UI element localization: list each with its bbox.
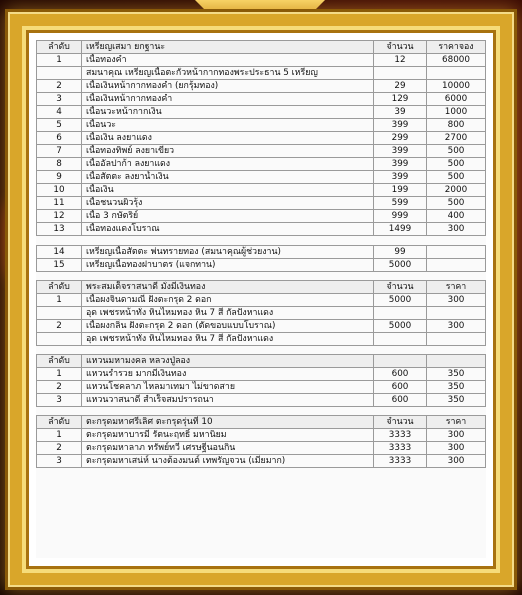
table-cell: เนื้อผงจินดามณี ฝังตะกรุด 2 ดอก (82, 294, 374, 307)
table-row (37, 246, 486, 259)
spacer-cell (427, 236, 486, 246)
table-cell: เนื้อชนวนผิวรุ้ง (82, 197, 374, 210)
table-cell: 2 (37, 442, 82, 455)
price-section (36, 40, 486, 272)
table-header-row (37, 416, 486, 429)
table-cell: เนื้อเงินหน้ากากทองคำ (ยกรุ้มทอง) (82, 80, 374, 93)
table-cell: 39 (374, 106, 427, 119)
table-cell: 6 (37, 132, 82, 145)
table-row (37, 320, 486, 333)
table-cell: 600 (374, 381, 427, 394)
price-table (36, 354, 486, 407)
column-header: จำนวน (374, 41, 427, 54)
table-cell: 3333 (374, 429, 427, 442)
table-cell: 399 (374, 119, 427, 132)
table-row (37, 67, 486, 80)
table-cell: 400 (427, 210, 486, 223)
table-cell: ตะกรุดมหาเสน่ห์ นางต้องมนต์ เทพรัญจวน (เมียมาก) (82, 455, 374, 468)
table-cell: 1499 (374, 223, 427, 236)
table-cell: 11 (37, 197, 82, 210)
table-cell: แหวนร่ำรวย มากมีเงินทอง (82, 368, 374, 381)
table-cell: 5000 (374, 294, 427, 307)
column-header: ราคา (427, 416, 486, 429)
price-table (36, 280, 486, 346)
table-cell: 300 (427, 223, 486, 236)
table-cell: 68000 (427, 54, 486, 67)
price-section (36, 415, 486, 468)
table-cell: อุด เพชรหน้าทั่ง หินไหมทอง หิน 7 สี กัลปังหาแดง (82, 333, 374, 346)
table-cell: 500 (427, 171, 486, 184)
spacer-row (37, 236, 486, 246)
table-cell: 5 (37, 119, 82, 132)
table-cell: 399 (374, 145, 427, 158)
spacer-cell (374, 236, 427, 246)
table-cell: เนื้ออัลปาก้า ลงยาแดง (82, 158, 374, 171)
table-cell: 1 (37, 54, 82, 67)
column-header: ราคา (427, 281, 486, 294)
table-cell (427, 259, 486, 272)
table-cell (37, 307, 82, 320)
table-cell: 8 (37, 158, 82, 171)
column-header: พระสมเด็จราสนาดี มั่งมีเงินทอง (82, 281, 374, 294)
table-cell: 14 (37, 246, 82, 259)
table-cell: 500 (427, 158, 486, 171)
table-header-row (37, 355, 486, 368)
table-cell: 1 (37, 429, 82, 442)
table-cell: 3 (37, 455, 82, 468)
table-cell: 399 (374, 171, 427, 184)
spacer-cell (37, 236, 82, 246)
table-cell: เนื้อเงินหน้ากากทองคำ (82, 93, 374, 106)
table-cell (427, 246, 486, 259)
table-cell: แหวนวาสนาดี สำเร็จสมปรารถนา (82, 394, 374, 407)
table-cell: เนื้อเงิน ลงยาแดง (82, 132, 374, 145)
column-header (427, 355, 486, 368)
table-cell: 2 (37, 381, 82, 394)
table-cell: 1 (37, 294, 82, 307)
table-row (37, 158, 486, 171)
table-cell: 300 (427, 429, 486, 442)
table-cell (37, 333, 82, 346)
table-cell: 13 (37, 223, 82, 236)
price-table (36, 40, 486, 272)
table-cell: 350 (427, 394, 486, 407)
table-cell: 300 (427, 442, 486, 455)
column-header: ลำดับ (37, 281, 82, 294)
table-cell: 99 (374, 246, 427, 259)
table-cell: เหรียญเนื้อสัตตะ พ่นทรายทอง (สมนาคุณผู้ช่วยงาน) (82, 246, 374, 259)
table-cell: 10000 (427, 80, 486, 93)
table-cell: 800 (427, 119, 486, 132)
table-cell: 399 (374, 158, 427, 171)
column-header: จำนวน (374, 416, 427, 429)
table-cell: 12 (37, 210, 82, 223)
table-cell: 3333 (374, 442, 427, 455)
table-row (37, 333, 486, 346)
table-cell: อุด เพชรหน้าทั่ง หินไหมทอง หิน 7 สี กัลปังหาแดง (82, 307, 374, 320)
table-row (37, 442, 486, 455)
table-cell: ตะกรุดมหาบารมี รัตนะฤทธิ์ มหานิยม (82, 429, 374, 442)
table-row (37, 80, 486, 93)
table-cell (374, 67, 427, 80)
table-header-row (37, 281, 486, 294)
table-cell: 3 (37, 394, 82, 407)
table-cell: 300 (427, 320, 486, 333)
table-cell: 2000 (427, 184, 486, 197)
table-cell: เนื้อทองทิพย์ ลงยาเขียว (82, 145, 374, 158)
column-header: จำนวน (374, 281, 427, 294)
column-header: เหรียญเสมา ยกฐานะ (82, 41, 374, 54)
table-row (37, 210, 486, 223)
column-header: ลำดับ (37, 41, 82, 54)
table-cell: 299 (374, 132, 427, 145)
table-row (37, 132, 486, 145)
table-cell: เนื้อสัตตะ ลงยาน้ำเงิน (82, 171, 374, 184)
table-cell: เนื้อทองแดงโบราณ (82, 223, 374, 236)
table-row (37, 294, 486, 307)
table-cell: สมนาคุณ เหรียญเนื้อตะกั่วหน้ากากทองพระประธาน 5 เหรียญ (82, 67, 374, 80)
column-header: แหวนมหามงคล หลวงปู่ลอง (82, 355, 374, 368)
table-cell: 12 (374, 54, 427, 67)
table-row (37, 197, 486, 210)
column-header: ราคาจอง (427, 41, 486, 54)
table-cell: 1 (37, 368, 82, 381)
table-row (37, 93, 486, 106)
table-cell: เหรียญเนื้อทองฝาบาตร (แจกทาน) (82, 259, 374, 272)
table-row (37, 223, 486, 236)
table-cell: 350 (427, 381, 486, 394)
table-cell: เนื้อผงกลิ่น ฝังตะกรุด 2 ดอก (ตัดขอบแบบโบราณ) (82, 320, 374, 333)
table-cell: 300 (427, 294, 486, 307)
table-cell: แหวนโชคลาภ ไหลมาเทมา ไม่ขาดสาย (82, 381, 374, 394)
table-cell: 500 (427, 145, 486, 158)
table-cell: 600 (374, 368, 427, 381)
table-cell: เนื้อทองคำ (82, 54, 374, 67)
table-cell: 199 (374, 184, 427, 197)
table-cell: 10 (37, 184, 82, 197)
table-row (37, 429, 486, 442)
table-cell: 2700 (427, 132, 486, 145)
table-cell: 129 (374, 93, 427, 106)
table-row (37, 307, 486, 320)
table-cell: 1000 (427, 106, 486, 119)
table-cell (37, 67, 82, 80)
table-row (37, 394, 486, 407)
price-tables (36, 40, 486, 468)
table-cell: 2 (37, 80, 82, 93)
table-cell: 7 (37, 145, 82, 158)
table-row (37, 145, 486, 158)
table-cell: เนื้อนวะ (82, 119, 374, 132)
column-header: ลำดับ (37, 416, 82, 429)
table-row (37, 54, 486, 67)
table-cell: 4 (37, 106, 82, 119)
table-cell (374, 307, 427, 320)
table-cell (374, 333, 427, 346)
column-header: ลำดับ (37, 355, 82, 368)
price-section (36, 280, 486, 346)
table-header-row (37, 41, 486, 54)
price-table (36, 415, 486, 468)
table-cell: 999 (374, 210, 427, 223)
table-cell: 6000 (427, 93, 486, 106)
table-cell: เนื้อ 3 กษัตริย์ (82, 210, 374, 223)
table-row (37, 106, 486, 119)
spacer-cell (82, 236, 374, 246)
table-cell: 300 (427, 455, 486, 468)
table-cell: 599 (374, 197, 427, 210)
table-cell: 5000 (374, 259, 427, 272)
table-row (37, 368, 486, 381)
table-row (37, 171, 486, 184)
table-row (37, 184, 486, 197)
table-cell: ตะกรุดมหาลาภ ทรัพย์ทวี เศรษฐีนอนกิน (82, 442, 374, 455)
column-header: ตะกรุดมหาศรีเลิศ ตะกรุดรุ่นที่ 10 (82, 416, 374, 429)
table-cell: 3 (37, 93, 82, 106)
table-row (37, 455, 486, 468)
table-row (37, 119, 486, 132)
price-list-document (36, 40, 486, 558)
table-cell: 600 (374, 394, 427, 407)
table-row (37, 381, 486, 394)
table-cell: 9 (37, 171, 82, 184)
table-cell: 2 (37, 320, 82, 333)
table-cell: 5000 (374, 320, 427, 333)
table-cell: 15 (37, 259, 82, 272)
table-cell: เนื้อนวะหน้ากากเงิน (82, 106, 374, 119)
table-row (37, 259, 486, 272)
table-cell: เนื้อเงิน (82, 184, 374, 197)
table-cell: 3333 (374, 455, 427, 468)
column-header (374, 355, 427, 368)
table-cell (427, 67, 486, 80)
price-section (36, 354, 486, 407)
table-cell (427, 307, 486, 320)
table-cell: 500 (427, 197, 486, 210)
table-cell: 29 (374, 80, 427, 93)
table-cell: 350 (427, 368, 486, 381)
table-cell (427, 333, 486, 346)
